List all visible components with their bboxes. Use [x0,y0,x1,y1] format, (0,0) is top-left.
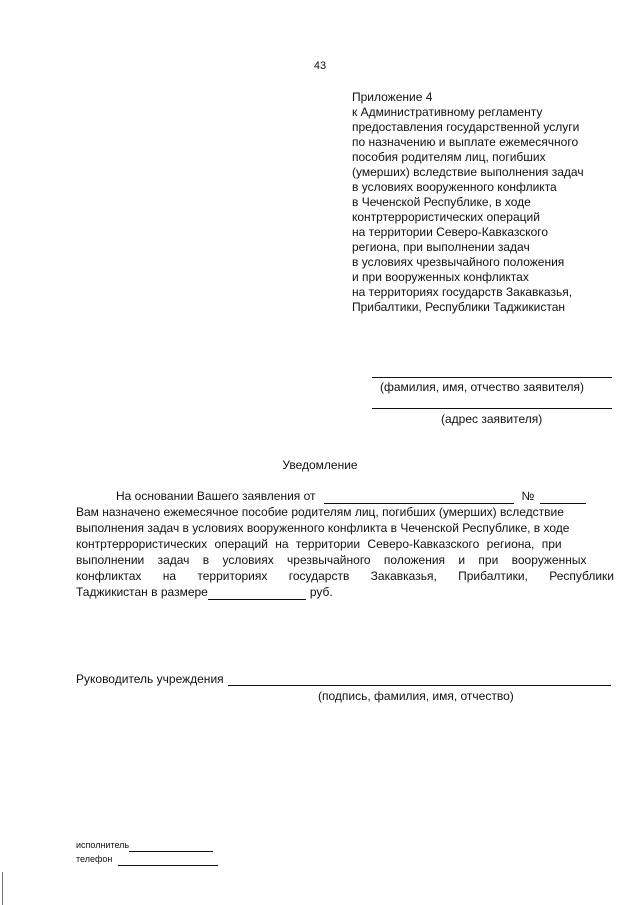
application-date-blank [324,491,514,504]
phone-row [76,852,218,866]
executor-blank [129,842,213,852]
executor-label: исполнитель [76,840,130,850]
head-signature-caption: (подпись, фамилия, имя, отчество) [318,689,514,703]
appendix-line: (умерших) вследствие выполнения задач [352,165,584,179]
appendix-line: предоставления государственной услуги [352,120,580,134]
appendix-line: Прибалтики, Республики Таджикистан [352,300,566,314]
appendix-header [352,90,632,315]
footer-contacts [76,838,218,866]
appendix-line: в условиях чрезвычайного положения [352,255,565,269]
phone-label: телефон [76,854,113,864]
application-number-blank [540,491,586,504]
notice-line-3-text: выполнения задач в условиях вооруженного конфликта в Чеченской Республике, в ходе [76,521,570,535]
notice-line-2-text: Вам назначено ежемесячное пособие родителям лиц, погибших (умерших) вследствие [76,505,564,519]
appendix-line: в условиях вооруженного конфликта [352,180,557,194]
head-label: Руководитель учреждения [76,672,224,686]
notice-line-6-text: конфликтах на территориях государств Закавказья, Прибалтики, Республики [76,569,614,583]
amount-blank [208,587,306,600]
appendix-line: на территориях государств Закавказья, [352,285,573,299]
appendix-line: на территории Северо-Кавказского [352,225,549,239]
appendix-line: в Чеченской Республике, в ходе [352,195,531,209]
executor-row [76,838,218,852]
page-number: 43 [313,60,327,72]
applicant-address-caption: (адрес заявителя) [441,412,543,426]
currency-label: руб. [309,585,333,599]
appendix-line: пособия родителям лиц, погибших [352,150,546,164]
notice-body [76,488,614,600]
notice-line-4-text: контртеррористических операций на территории Северо-Кавказского региона, при [76,537,562,551]
applicant-name-line [372,377,612,378]
phone-blank [118,856,218,866]
head-signature-line [228,673,611,686]
applicant-address-line [372,408,612,409]
notice-line-7-text: Таджикистан в размере [76,585,208,599]
notice-line-1 [76,488,611,504]
appendix-line: и при вооруженных конфликтах [352,270,529,284]
scan-edge-mark [2,872,3,905]
notice-line-3 [76,520,611,536]
appendix-line: контртеррористических операций [352,210,540,224]
notice-line-2 [76,504,611,520]
appendix-line: к Административному регламенту [352,105,543,119]
notice-line-6 [76,568,614,584]
document-title: Уведомление [282,458,358,472]
notice-line-5 [76,552,611,568]
head-signature-row [76,672,611,686]
notice-line-7 [76,584,611,600]
number-sign: № [521,489,535,503]
appendix-line: по назначению и выплате ежемесячного [352,135,579,149]
notice-line-4 [76,536,611,552]
appendix-line: региона, при выполнении задач [352,240,530,254]
applicant-name-caption: (фамилия, имя, отчество заявителя) [380,380,584,394]
notice-line-1-text: На основании Вашего заявления от [116,489,316,503]
notice-line-5-text: выполнении задач в условиях чрезвычайного положения и при вооруженных [76,553,587,567]
appendix-line: Приложение 4 [352,90,433,104]
